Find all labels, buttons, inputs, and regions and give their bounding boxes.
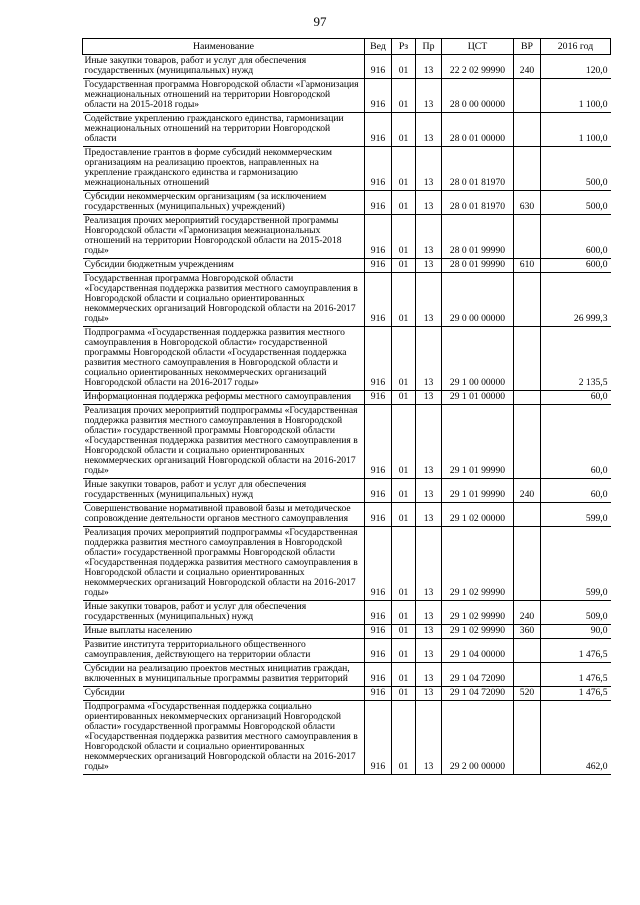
row-sum: 1 476,5	[541, 663, 611, 687]
row-ved: 916	[365, 79, 392, 113]
row-sum: 599,0	[541, 527, 611, 601]
row-sum: 600,0	[541, 215, 611, 259]
row-pr: 13	[416, 527, 442, 601]
row-ved: 916	[365, 391, 392, 405]
row-cst: 28 0 01 99990	[442, 259, 514, 273]
row-cst: 29 2 00 00000	[442, 701, 514, 775]
row-pr: 13	[416, 701, 442, 775]
row-name: Государственная программа Новгородской области «Государственная поддержка развития местного самоуправления в Новгородской области и социально ориентированных некоммерческих организаций Новгородской области на 2016-2017 годы»	[83, 273, 365, 327]
row-cst: 29 1 00 00000	[442, 327, 514, 391]
row-ved: 916	[365, 625, 392, 639]
row-name: Подпрограмма «Государственная поддержка развития местного самоуправления в Новгородской области» государственной программы Новгородской области «Государственная поддержка развития местного самоуправления в Новгородской области и социально ориентированных некоммерческих организаций Новгородской области на 2016-2017 годы»	[83, 327, 365, 391]
table-row	[83, 215, 611, 259]
header-name: Наименование	[83, 39, 365, 55]
row-sum: 120,0	[541, 55, 611, 79]
row-rz: 01	[392, 479, 416, 503]
row-rz: 01	[392, 113, 416, 147]
row-cst: 29 1 04 72090	[442, 687, 514, 701]
row-cst: 29 1 02 99990	[442, 625, 514, 639]
table-row	[83, 391, 611, 405]
row-pr: 13	[416, 479, 442, 503]
row-ved: 916	[365, 273, 392, 327]
row-rz: 01	[392, 701, 416, 775]
row-ved: 916	[365, 405, 392, 479]
row-name: Совершенствование нормативной правовой базы и методическое сопровождение деятельности органов местного самоуправления	[83, 503, 365, 527]
row-rz: 01	[392, 147, 416, 191]
row-rz: 01	[392, 503, 416, 527]
row-ved: 916	[365, 147, 392, 191]
table-row	[83, 639, 611, 663]
row-rz: 01	[392, 79, 416, 113]
row-name: Иные закупки товаров, работ и услуг для обеспечения государственных (муниципальных) нужд	[83, 479, 365, 503]
table-row	[83, 687, 611, 701]
row-cst: 22 2 02 99990	[442, 55, 514, 79]
row-vr: 240	[514, 479, 541, 503]
row-pr: 13	[416, 663, 442, 687]
row-sum: 60,0	[541, 391, 611, 405]
header-cst: ЦСТ	[442, 39, 514, 55]
row-ved: 916	[365, 663, 392, 687]
row-pr: 13	[416, 79, 442, 113]
row-sum: 90,0	[541, 625, 611, 639]
table-row	[83, 663, 611, 687]
row-vr: 240	[514, 601, 541, 625]
row-vr	[514, 639, 541, 663]
budget-table	[82, 38, 611, 775]
row-rz: 01	[392, 405, 416, 479]
row-vr	[514, 391, 541, 405]
table-row	[83, 191, 611, 215]
row-vr: 360	[514, 625, 541, 639]
row-rz: 01	[392, 625, 416, 639]
header-pr: Пр	[416, 39, 442, 55]
row-ved: 916	[365, 55, 392, 79]
row-pr: 13	[416, 273, 442, 327]
row-name: Субсидии	[83, 687, 365, 701]
row-sum: 2 135,5	[541, 327, 611, 391]
row-name: Реализация прочих мероприятий подпрограммы «Государственная поддержка развития местного самоуправления в Новгородской области» государственной программы Новгородской области «Государственная поддержка развития местного самоуправления в Новгородской области и социально ориентированных некоммерческих организаций Новгородской области на 2016-2017 годы»	[83, 405, 365, 479]
table-row	[83, 273, 611, 327]
row-sum: 500,0	[541, 147, 611, 191]
row-vr	[514, 503, 541, 527]
row-sum: 1 476,5	[541, 687, 611, 701]
header-vr: ВР	[514, 39, 541, 55]
row-rz: 01	[392, 391, 416, 405]
row-name: Содействие укреплению гражданского единства, гармонизации межнациональных отношений на территории Новгородской области	[83, 113, 365, 147]
table-body	[83, 55, 611, 775]
row-pr: 13	[416, 601, 442, 625]
row-ved: 916	[365, 503, 392, 527]
row-sum: 600,0	[541, 259, 611, 273]
row-name: Подпрограмма «Государственная поддержка социально ориентированных некоммерческих организаций Новгородской области» государственной программы Новгородской области «Государственная поддержка развития местного самоуправления в Новгородской области и социально ориентированных некоммерческих организаций Новгородской области на 2016-2017 годы»	[83, 701, 365, 775]
row-name: Развитие института территориального общественного самоуправления, действующего на территории области	[83, 639, 365, 663]
table-header-row	[83, 39, 611, 55]
row-cst: 28 0 01 81970	[442, 147, 514, 191]
row-sum: 60,0	[541, 405, 611, 479]
row-pr: 13	[416, 391, 442, 405]
header-ved: Вед	[365, 39, 392, 55]
row-ved: 916	[365, 527, 392, 601]
table-row	[83, 527, 611, 601]
row-vr: 610	[514, 259, 541, 273]
row-vr	[514, 527, 541, 601]
row-sum: 26 999,3	[541, 273, 611, 327]
header-rz: Рз	[392, 39, 416, 55]
row-vr: 630	[514, 191, 541, 215]
table-row	[83, 479, 611, 503]
row-pr: 13	[416, 55, 442, 79]
row-pr: 13	[416, 191, 442, 215]
row-vr	[514, 405, 541, 479]
row-pr: 13	[416, 687, 442, 701]
row-rz: 01	[392, 527, 416, 601]
row-cst: 29 1 01 99990	[442, 405, 514, 479]
row-name: Иные закупки товаров, работ и услуг для обеспечения государственных (муниципальных) нужд	[83, 601, 365, 625]
row-cst: 29 1 04 72090	[442, 663, 514, 687]
row-sum: 1 476,5	[541, 639, 611, 663]
table-row	[83, 701, 611, 775]
row-sum: 1 100,0	[541, 113, 611, 147]
row-pr: 13	[416, 259, 442, 273]
row-pr: 13	[416, 503, 442, 527]
row-rz: 01	[392, 259, 416, 273]
row-cst: 29 1 01 99990	[442, 479, 514, 503]
row-rz: 01	[392, 687, 416, 701]
row-name: Государственная программа Новгородской области «Гармонизация межнациональных отношений на территории Новгородской области на 2015-2018 годы»	[83, 79, 365, 113]
table-row	[83, 79, 611, 113]
row-name: Предоставление грантов в форме субсидий некоммерческим организациям на реализацию проектов, направленных на укрепление гражданского единства и гармонизацию межнациональных отношений	[83, 147, 365, 191]
row-name: Реализация прочих мероприятий подпрограммы «Государственная поддержка развития местного самоуправления в Новгородской области» государственной программы Новгородской области «Государственная поддержка развития местного самоуправления в Новгородской области и социально ориентированных некоммерческих организаций Новгородской области на 2016-2017 годы»	[83, 527, 365, 601]
row-ved: 916	[365, 327, 392, 391]
row-sum: 462,0	[541, 701, 611, 775]
row-sum: 60,0	[541, 479, 611, 503]
row-rz: 01	[392, 639, 416, 663]
row-ved: 916	[365, 479, 392, 503]
row-vr	[514, 663, 541, 687]
row-name: Реализация прочих мероприятий государственной программы Новгородской области «Гармонизация межнациональных отношений на территории Новгородской области на 2015-2018 годы»	[83, 215, 365, 259]
row-pr: 13	[416, 215, 442, 259]
row-cst: 29 1 04 00000	[442, 639, 514, 663]
row-ved: 916	[365, 113, 392, 147]
row-vr	[514, 79, 541, 113]
row-vr	[514, 215, 541, 259]
row-name: Субсидии некоммерческим организациям (за исключением государственных (муниципальных) учреждений)	[83, 191, 365, 215]
table-row	[83, 259, 611, 273]
row-vr	[514, 701, 541, 775]
row-pr: 13	[416, 113, 442, 147]
row-rz: 01	[392, 191, 416, 215]
table-row	[83, 55, 611, 79]
row-cst: 28 0 01 99990	[442, 215, 514, 259]
table-row	[83, 405, 611, 479]
row-vr	[514, 113, 541, 147]
row-ved: 916	[365, 191, 392, 215]
row-sum: 509,0	[541, 601, 611, 625]
header-sum: 2016 год	[541, 39, 611, 55]
row-vr: 240	[514, 55, 541, 79]
row-rz: 01	[392, 601, 416, 625]
row-vr	[514, 327, 541, 391]
row-cst: 28 0 01 00000	[442, 113, 514, 147]
row-sum: 500,0	[541, 191, 611, 215]
table-row	[83, 503, 611, 527]
row-name: Иные закупки товаров, работ и услуг для обеспечения государственных (муниципальных) нужд	[83, 55, 365, 79]
table-row	[83, 601, 611, 625]
row-ved: 916	[365, 215, 392, 259]
row-vr: 520	[514, 687, 541, 701]
row-pr: 13	[416, 327, 442, 391]
row-cst: 29 1 01 00000	[442, 391, 514, 405]
table-row	[83, 327, 611, 391]
row-rz: 01	[392, 327, 416, 391]
row-pr: 13	[416, 639, 442, 663]
row-ved: 916	[365, 639, 392, 663]
page-number: 97	[313, 14, 327, 29]
row-name: Иные выплаты населению	[83, 625, 365, 639]
row-rz: 01	[392, 663, 416, 687]
row-ved: 916	[365, 687, 392, 701]
table-row	[83, 147, 611, 191]
table-row	[83, 625, 611, 639]
row-sum: 599,0	[541, 503, 611, 527]
row-cst: 29 1 02 00000	[442, 503, 514, 527]
row-vr	[514, 273, 541, 327]
row-rz: 01	[392, 273, 416, 327]
row-name: Субсидии бюджетным учреждениям	[83, 259, 365, 273]
row-pr: 13	[416, 405, 442, 479]
row-ved: 916	[365, 259, 392, 273]
row-sum: 1 100,0	[541, 79, 611, 113]
row-ved: 916	[365, 601, 392, 625]
row-cst: 29 1 02 99990	[442, 601, 514, 625]
row-rz: 01	[392, 215, 416, 259]
row-cst: 29 1 02 99990	[442, 527, 514, 601]
row-rz: 01	[392, 55, 416, 79]
row-name: Информационная поддержка реформы местного самоуправления	[83, 391, 365, 405]
row-vr	[514, 147, 541, 191]
row-ved: 916	[365, 701, 392, 775]
row-pr: 13	[416, 147, 442, 191]
table-row	[83, 113, 611, 147]
row-cst: 29 0 00 00000	[442, 273, 514, 327]
row-cst: 28 0 01 81970	[442, 191, 514, 215]
row-pr: 13	[416, 625, 442, 639]
row-name: Субсидии на реализацию проектов местных инициатив граждан, включенных в муниципальные программы развития территорий	[83, 663, 365, 687]
row-cst: 28 0 00 00000	[442, 79, 514, 113]
